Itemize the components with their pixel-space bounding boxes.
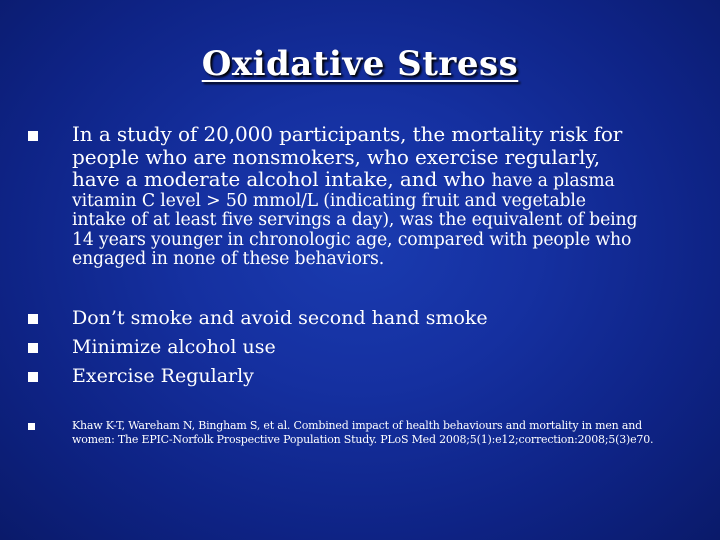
paragraph-line-part: have a plasma	[491, 171, 615, 192]
reference-line: Khaw K-T, Wareham N, Bingham S, et al. Combined impact of health behaviours and mortality in men and	[72, 419, 642, 432]
paragraph-line: vitamin C level > 50 mmol/L (indicating fruit and vegetable	[72, 190, 586, 211]
paragraph-line: people who are nonsmokers, who exercise regularly,	[72, 144, 601, 169]
bullet-item: Minimize alcohol use	[72, 336, 276, 358]
reference-citation	[72, 419, 702, 447]
paragraph-line: engaged in none of these behaviors.	[72, 249, 385, 270]
bullet-item: Don’t smoke and avoid second hand smoke	[72, 307, 488, 329]
paragraph-line: intake of at least five servings a day), was the equivalent of being	[72, 210, 638, 231]
bullet-marker	[28, 423, 35, 430]
bullet-marker	[28, 131, 38, 141]
reference-line: women: The EPIC-Norfolk Prospective Population Study. PLoS Med 2008;5(1):e12;correction:2008;5(3)e70.	[72, 432, 654, 446]
main-paragraph	[72, 123, 692, 270]
paragraph-line	[72, 168, 692, 192]
bullet-marker	[28, 343, 38, 353]
paragraph-line-part: have a moderate alcohol intake, and who	[72, 167, 492, 192]
paragraph-line: In a study of 20,000 participants, the mortality risk for	[72, 122, 623, 146]
slide-title: Oxidative Stress	[201, 44, 519, 84]
paragraph-line: 14 years younger in chronologic age, compared with people who	[72, 229, 632, 250]
bullet-item: Exercise Regularly	[72, 365, 254, 387]
bullet-marker	[28, 372, 38, 382]
bullet-marker	[28, 314, 38, 324]
